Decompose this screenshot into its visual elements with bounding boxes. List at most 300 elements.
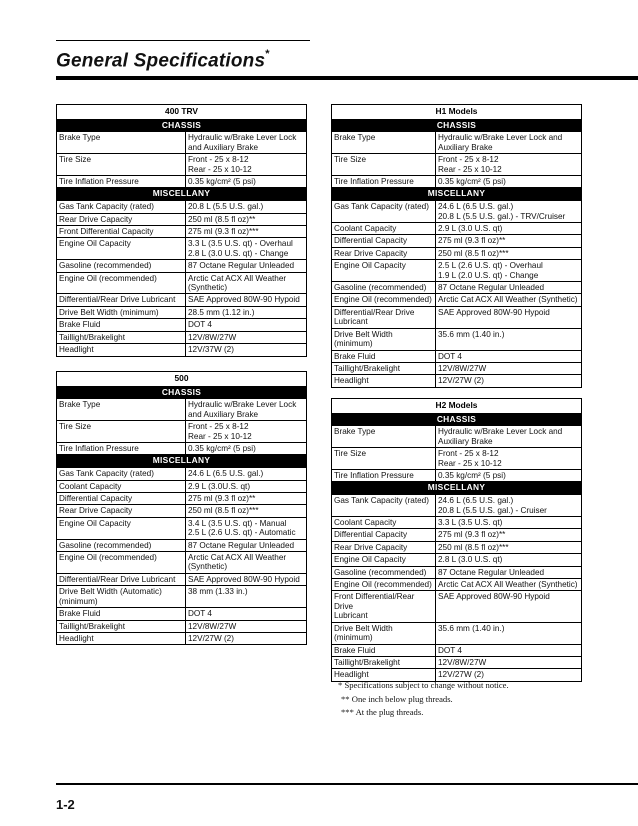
spec-value-text: 20.8 L (5.5 U.S. gal.) - TRV/Cruiser bbox=[438, 211, 566, 221]
spec-label bbox=[332, 529, 436, 541]
spec-label bbox=[57, 154, 186, 176]
spec-label bbox=[57, 319, 186, 331]
spec-value bbox=[436, 495, 582, 517]
spec-label-text: Gas Tank Capacity (rated) bbox=[334, 496, 429, 506]
table-row bbox=[57, 201, 307, 213]
spec-label-text: Engine Oil (recommended) bbox=[334, 295, 432, 305]
spec-value-text: Auxiliary Brake bbox=[438, 142, 493, 152]
spec-value-text: 275 ml (9.3 fl oz)** bbox=[438, 530, 506, 540]
spec-value bbox=[186, 608, 307, 620]
spec-value bbox=[186, 213, 307, 225]
spec-value-text: 250 ml (8.5 fl oz)*** bbox=[188, 506, 259, 516]
spec-label-text: Taillight/Brakelight bbox=[334, 657, 400, 667]
spec-value-text: 2.5 L (2.6 U.S. qt) - Overhaul bbox=[438, 261, 543, 271]
spec-label bbox=[332, 591, 436, 622]
section-heading-chassis: CHASSIS bbox=[57, 386, 307, 399]
spec-value-text: 12V/27W (2) bbox=[438, 670, 484, 680]
spec-label-text: Coolant Capacity bbox=[59, 481, 122, 491]
spec-label bbox=[332, 426, 436, 448]
spec-label-text: Headlight bbox=[59, 633, 94, 643]
spec-value-text: Front - 25 x 8-12 bbox=[188, 155, 249, 165]
model-heading: H1 Models bbox=[332, 105, 582, 120]
section-heading-chassis-row bbox=[57, 386, 307, 399]
spec-value-text: 0.35 kg/cm² (5 psi) bbox=[188, 444, 256, 453]
spec-label bbox=[332, 176, 436, 188]
table-row bbox=[57, 272, 307, 294]
spec-label bbox=[57, 480, 186, 492]
table-row bbox=[57, 608, 307, 620]
spec-value-text: and Auxiliary Brake bbox=[188, 142, 259, 152]
spec-value bbox=[186, 632, 307, 644]
bottom-rule bbox=[56, 783, 638, 785]
spec-label-text: Rear Drive Capacity bbox=[334, 248, 408, 258]
spec-value-text: 0.35 kg/cm² (5 psi) bbox=[188, 177, 256, 186]
table-row bbox=[57, 399, 307, 421]
table-row bbox=[57, 154, 307, 176]
spec-label-text: Gas Tank Capacity (rated) bbox=[334, 202, 429, 212]
section-heading-chassis: CHASSIS bbox=[57, 119, 307, 132]
spec-value-text: DOT 4 bbox=[188, 609, 212, 619]
spec-value bbox=[186, 573, 307, 585]
spec-label-text: Tire Inflation Pressure bbox=[334, 471, 414, 480]
spec-value bbox=[436, 235, 582, 247]
spec-label bbox=[57, 505, 186, 517]
spec-value-text: DOT 4 bbox=[438, 645, 462, 655]
spec-label-text: Engine Oil Capacity bbox=[334, 555, 406, 565]
spec-label bbox=[332, 622, 436, 644]
spec-label bbox=[57, 552, 186, 574]
spec-label bbox=[332, 375, 436, 387]
section-heading-miscellany-row bbox=[57, 455, 307, 468]
spec-value bbox=[436, 306, 582, 328]
table-row bbox=[332, 201, 582, 223]
spec-label bbox=[332, 644, 436, 656]
spec-label bbox=[332, 470, 436, 482]
table-row bbox=[57, 492, 307, 504]
spec-table-400trv bbox=[56, 104, 307, 357]
spec-value-text: Auxiliary Brake bbox=[438, 436, 493, 446]
table-row bbox=[332, 350, 582, 362]
spec-label-text: Lubricant bbox=[334, 317, 368, 327]
spec-value bbox=[186, 539, 307, 551]
spec-value bbox=[186, 421, 307, 443]
table-row bbox=[57, 225, 307, 237]
spec-label bbox=[57, 421, 186, 443]
spec-label bbox=[57, 294, 186, 306]
spec-value-text: (Synthetic) bbox=[188, 283, 228, 293]
spec-value bbox=[186, 306, 307, 318]
model-heading-row bbox=[332, 105, 582, 120]
spec-label bbox=[57, 331, 186, 343]
spec-value bbox=[186, 552, 307, 574]
spec-value-text: 2.5 L (2.6 U.S. qt) - Automatic bbox=[188, 528, 296, 538]
spec-label-text: Lubricant bbox=[334, 611, 368, 621]
spec-label-text: Gas Tank Capacity (rated) bbox=[59, 469, 154, 479]
spec-label bbox=[57, 176, 186, 188]
spec-label-text: Brake Type bbox=[59, 400, 101, 410]
spec-label bbox=[57, 539, 186, 551]
table-row bbox=[57, 319, 307, 331]
spec-value-text: DOT 4 bbox=[188, 320, 212, 330]
spec-table-500 bbox=[56, 371, 307, 645]
spec-label-text: Rear Drive Capacity bbox=[59, 214, 133, 224]
spec-value bbox=[186, 480, 307, 492]
spec-label bbox=[332, 222, 436, 234]
spec-label bbox=[57, 213, 186, 225]
spec-value-text: 28.5 mm (1.12 in.) bbox=[188, 307, 255, 317]
spec-label bbox=[57, 399, 186, 421]
spec-label-text: Differential/Rear Drive Lubricant bbox=[59, 574, 176, 584]
table-row bbox=[332, 426, 582, 448]
spec-value-text: 250 ml (8.5 fl oz)*** bbox=[438, 542, 509, 552]
spec-value-text: and Auxiliary Brake bbox=[188, 409, 259, 419]
spec-value bbox=[436, 375, 582, 387]
spec-value-text: 2.9 L (3.0 U.S. qt) bbox=[438, 223, 503, 233]
section-heading-chassis-row bbox=[57, 119, 307, 132]
spec-value-text: Hydraulic w/Brake Lever Lock and bbox=[438, 427, 563, 437]
table-row bbox=[57, 620, 307, 632]
spec-label bbox=[332, 235, 436, 247]
spec-value bbox=[436, 470, 582, 482]
title-footnote-mark: * bbox=[265, 48, 270, 60]
spec-label-text: Headlight bbox=[334, 376, 369, 386]
table-row bbox=[57, 443, 307, 455]
spec-value bbox=[186, 238, 307, 260]
footnote-3: *** At the plug threads. bbox=[341, 707, 424, 717]
spec-value-text: 1.9 L (2.0 U.S. qt) - Change bbox=[438, 270, 539, 280]
spec-label-text: Tire Inflation Pressure bbox=[59, 177, 139, 186]
spec-value-text: 24.6 L (6.5 U.S. gal.) bbox=[438, 496, 514, 506]
page-title bbox=[56, 50, 270, 72]
spec-value bbox=[186, 272, 307, 294]
spec-label-text: Tire Size bbox=[59, 155, 91, 165]
spec-value-text: 3.4 L (3.5 U.S. qt) - Manual bbox=[188, 518, 287, 528]
table-row bbox=[332, 448, 582, 470]
spec-value bbox=[436, 529, 582, 541]
spec-label bbox=[57, 517, 186, 539]
spec-value-text: 12V/8W/27W bbox=[438, 657, 487, 667]
table-row bbox=[57, 539, 307, 551]
spec-value-text: 12V/8W/27W bbox=[188, 332, 237, 342]
spec-label bbox=[332, 260, 436, 282]
section-heading-chassis: CHASSIS bbox=[332, 119, 582, 132]
spec-label-text: Tire Size bbox=[334, 449, 366, 459]
spec-label-text: Differential/Rear Drive bbox=[334, 307, 415, 317]
spec-label-text: Drive Belt Width (minimum) bbox=[59, 307, 159, 317]
spec-value-text: 12V/8W/27W bbox=[438, 363, 487, 373]
spec-value bbox=[436, 350, 582, 362]
spec-label-text: Rear Drive Capacity bbox=[334, 542, 408, 552]
spec-value bbox=[436, 591, 582, 622]
spec-value bbox=[436, 426, 582, 448]
spec-label-text: Engine Oil Capacity bbox=[59, 239, 131, 249]
table-row bbox=[332, 622, 582, 644]
table-row bbox=[332, 328, 582, 350]
spec-label bbox=[57, 443, 186, 455]
spec-value bbox=[186, 294, 307, 306]
spec-value-text: 12V/8W/27W bbox=[188, 621, 237, 631]
footnotes bbox=[338, 679, 509, 720]
spec-label-text: Differential/Rear Drive Lubricant bbox=[59, 295, 176, 305]
spec-value-text: 12V/27W (2) bbox=[188, 633, 234, 643]
spec-label-text: Tire Size bbox=[59, 422, 91, 432]
spec-label-text: Headlight bbox=[59, 345, 94, 355]
spec-value-text: 3.3 L (3.5 U.S. qt) bbox=[438, 517, 503, 527]
spec-value-text: Arctic Cat ACX All Weather bbox=[188, 553, 287, 563]
spec-value-text: 35.6 mm (1.40 in.) bbox=[438, 329, 505, 339]
table-row bbox=[332, 294, 582, 306]
spec-value-text: (Synthetic) bbox=[188, 562, 228, 572]
spec-value-text: 2.9 L (3.0U.S. qt) bbox=[188, 481, 251, 491]
spec-value-text: 12V/37W (2) bbox=[188, 345, 234, 355]
spec-label-text: Brake Type bbox=[334, 427, 376, 437]
spec-label bbox=[57, 620, 186, 632]
spec-value bbox=[186, 260, 307, 272]
spec-value bbox=[186, 331, 307, 343]
spec-value bbox=[186, 132, 307, 154]
spec-value bbox=[186, 201, 307, 213]
spec-label-text: Headlight bbox=[334, 670, 369, 680]
spec-label-text: Gasoline (recommended) bbox=[59, 540, 152, 550]
spec-value-text: SAE Approved 80W-90 Hypoid bbox=[438, 307, 550, 317]
spec-value-text: 87 Octane Regular Unleaded bbox=[438, 567, 545, 577]
table-row bbox=[57, 505, 307, 517]
spec-label-text: Brake Fluid bbox=[59, 320, 101, 330]
spec-value-text: 3.3 L (3.5 U.S. qt) - Overhaul bbox=[188, 239, 293, 249]
spec-label-text: Taillight/Brakelight bbox=[59, 332, 125, 342]
spec-value bbox=[436, 132, 582, 154]
table-row bbox=[332, 470, 582, 482]
spec-value-text: 0.35 kg/cm² (5 psi) bbox=[438, 471, 506, 480]
table-row bbox=[57, 586, 307, 608]
spec-value-text: Arctic Cat ACX All Weather (Synthetic) bbox=[438, 295, 578, 305]
spec-label bbox=[332, 294, 436, 306]
spec-label-text: Drive Belt Width (Automatic) bbox=[59, 587, 162, 597]
spec-value-text: 38 mm (1.33 in.) bbox=[188, 587, 248, 597]
spec-value-text: Arctic Cat ACX All Weather (Synthetic) bbox=[438, 580, 578, 590]
spec-value-text: Hydraulic w/Brake Lever Lock and bbox=[438, 133, 563, 143]
spec-label-text: Gasoline (recommended) bbox=[334, 283, 427, 293]
spec-label bbox=[57, 201, 186, 213]
spec-label-text: Taillight/Brakelight bbox=[59, 621, 125, 631]
spec-value bbox=[186, 344, 307, 356]
spec-value bbox=[186, 586, 307, 608]
table-row bbox=[332, 656, 582, 668]
section-heading-miscellany: MISCELLANY bbox=[332, 482, 582, 495]
spec-value bbox=[436, 294, 582, 306]
spec-label bbox=[332, 541, 436, 553]
section-heading-chassis: CHASSIS bbox=[332, 413, 582, 426]
table-row bbox=[57, 344, 307, 356]
spec-label-text: Tire Inflation Pressure bbox=[59, 444, 139, 453]
section-heading-miscellany: MISCELLANY bbox=[57, 455, 307, 468]
spec-label-text: Gasoline (recommended) bbox=[334, 567, 427, 577]
table-row bbox=[332, 579, 582, 591]
spec-value bbox=[436, 566, 582, 578]
spec-label-text: Brake Type bbox=[59, 133, 101, 143]
spec-value bbox=[186, 176, 307, 188]
model-heading: 400 TRV bbox=[57, 105, 307, 120]
table-row bbox=[57, 552, 307, 574]
spec-value-text: 20.8 L (5.5 U.S. gal.) bbox=[188, 202, 264, 212]
table-row bbox=[332, 247, 582, 259]
spec-value-text: 2.8 L (3.0 U.S. qt) - Change bbox=[188, 248, 289, 258]
spec-label bbox=[57, 586, 186, 608]
spec-label bbox=[57, 632, 186, 644]
table-row bbox=[332, 306, 582, 328]
spec-value-text: 24.6 L (6.5 U.S. gal.) bbox=[188, 469, 264, 479]
footnote-2: ** One inch below plug threads. bbox=[341, 693, 453, 704]
spec-label-text: Gasoline (recommended) bbox=[59, 261, 152, 271]
model-heading-row bbox=[57, 372, 307, 387]
spec-value bbox=[436, 362, 582, 374]
spec-label bbox=[332, 566, 436, 578]
spec-value bbox=[436, 260, 582, 282]
spec-value bbox=[186, 468, 307, 480]
spec-value-text: 250 ml (8.5 fl oz)** bbox=[188, 214, 256, 224]
spec-label bbox=[57, 344, 186, 356]
spec-label bbox=[332, 495, 436, 517]
spec-value bbox=[436, 656, 582, 668]
spec-table-h1 bbox=[331, 104, 582, 388]
table-row bbox=[332, 154, 582, 176]
spec-value bbox=[436, 201, 582, 223]
table-row bbox=[57, 632, 307, 644]
spec-value-text: 87 Octane Regular Unleaded bbox=[438, 283, 545, 293]
table-row bbox=[57, 331, 307, 343]
spec-label-text: Engine Oil (recommended) bbox=[59, 273, 157, 283]
spec-label bbox=[57, 468, 186, 480]
spec-label-text: Brake Fluid bbox=[59, 609, 101, 619]
spec-value-text: Front - 25 x 8-12 bbox=[438, 449, 499, 459]
spec-label-text: Tire Size bbox=[334, 155, 366, 165]
spec-value bbox=[436, 622, 582, 644]
spec-value bbox=[186, 620, 307, 632]
spec-label bbox=[57, 492, 186, 504]
page-title-text: General Specifications bbox=[56, 50, 266, 72]
spec-value bbox=[436, 176, 582, 188]
table-row bbox=[57, 517, 307, 539]
spec-label bbox=[332, 154, 436, 176]
spec-label bbox=[332, 579, 436, 591]
spec-label-text: Rear Drive Capacity bbox=[59, 506, 133, 516]
table-row bbox=[332, 554, 582, 566]
spec-value bbox=[186, 492, 307, 504]
spec-value bbox=[186, 225, 307, 237]
spec-label-text: Coolant Capacity bbox=[334, 223, 397, 233]
spec-value bbox=[436, 579, 582, 591]
model-heading: H2 Models bbox=[332, 399, 582, 414]
spec-label bbox=[332, 554, 436, 566]
table-row bbox=[332, 176, 582, 188]
spec-label-text: Brake Type bbox=[334, 133, 376, 143]
spec-label-text: Engine Oil Capacity bbox=[334, 261, 406, 271]
spec-label-text: Gas Tank Capacity (rated) bbox=[59, 202, 154, 212]
spec-value bbox=[436, 644, 582, 656]
spec-label bbox=[332, 306, 436, 328]
spec-value bbox=[436, 154, 582, 176]
spec-value-text: SAE Approved 80W-90 Hypoid bbox=[438, 592, 550, 602]
spec-value-text: 87 Octane Regular Unleaded bbox=[188, 540, 295, 550]
spec-label bbox=[332, 201, 436, 223]
table-row bbox=[332, 495, 582, 517]
section-heading-miscellany-row bbox=[332, 482, 582, 495]
spec-value-text: 20.8 L (5.5 U.S. gal.) - Cruiser bbox=[438, 505, 547, 515]
spec-label-text: Engine Oil Capacity bbox=[59, 518, 131, 528]
spec-label bbox=[332, 516, 436, 528]
spec-label-text: (minimum) bbox=[59, 596, 98, 606]
spec-value-text: 0.35 kg/cm² (5 psi) bbox=[438, 177, 506, 186]
spec-value-text: DOT 4 bbox=[438, 351, 462, 361]
spec-value bbox=[436, 282, 582, 294]
spec-value bbox=[436, 222, 582, 234]
spec-label-text: Coolant Capacity bbox=[334, 517, 397, 527]
section-heading-chassis-row bbox=[332, 413, 582, 426]
section-heading-miscellany-row bbox=[332, 188, 582, 201]
table-row bbox=[57, 306, 307, 318]
spec-value bbox=[186, 517, 307, 539]
section-heading-chassis-row bbox=[332, 119, 582, 132]
spec-value bbox=[186, 154, 307, 176]
spec-label bbox=[332, 132, 436, 154]
spec-label bbox=[332, 362, 436, 374]
spec-value bbox=[186, 399, 307, 421]
table-row bbox=[332, 235, 582, 247]
spec-label bbox=[57, 272, 186, 294]
spec-label bbox=[57, 132, 186, 154]
spec-value-text: Front - 25 x 8-12 bbox=[188, 422, 249, 432]
spec-value-text: 24.6 L (6.5 U.S. gal.) bbox=[438, 202, 514, 212]
spec-value-text: SAE Approved 80W-90 Hypoid bbox=[188, 295, 300, 305]
spec-table-h2 bbox=[331, 398, 582, 682]
spec-value bbox=[436, 448, 582, 470]
table-row bbox=[332, 222, 582, 234]
table-row bbox=[332, 566, 582, 578]
spec-label-text: Drive Belt Width (minimum) bbox=[334, 329, 393, 349]
table-row bbox=[332, 541, 582, 553]
spec-value-text: Rear - 25 x 10-12 bbox=[438, 458, 502, 468]
spec-label-text: Front Differential Capacity bbox=[59, 226, 154, 236]
spec-value-text: Hydraulic w/Brake Lever Lock bbox=[188, 133, 297, 143]
table-row bbox=[57, 213, 307, 225]
table-row bbox=[57, 421, 307, 443]
spec-label bbox=[332, 247, 436, 259]
title-rule bbox=[56, 76, 638, 80]
table-row bbox=[57, 573, 307, 585]
table-row bbox=[332, 282, 582, 294]
table-row bbox=[332, 529, 582, 541]
table-row bbox=[332, 132, 582, 154]
model-heading-row bbox=[332, 399, 582, 414]
spec-value-text: Arctic Cat ACX All Weather bbox=[188, 273, 287, 283]
spec-value-text: 275 ml (9.3 fl oz)*** bbox=[188, 226, 259, 236]
spec-label-text: Differential Capacity bbox=[59, 493, 133, 503]
spec-label-text: Taillight/Brakelight bbox=[334, 363, 400, 373]
table-row bbox=[57, 176, 307, 188]
spec-value-text: Rear - 25 x 10-12 bbox=[188, 431, 252, 441]
spec-value bbox=[186, 319, 307, 331]
section-heading-miscellany: MISCELLANY bbox=[332, 188, 582, 201]
spec-value bbox=[436, 328, 582, 350]
spec-label-text: Front Differential/Rear Drive bbox=[334, 592, 415, 611]
spec-value-text: 275 ml (9.3 fl oz)** bbox=[188, 493, 256, 503]
spec-value-text: Rear - 25 x 10-12 bbox=[188, 164, 252, 174]
spec-value bbox=[436, 516, 582, 528]
table-row bbox=[57, 238, 307, 260]
spec-label bbox=[332, 448, 436, 470]
spec-value bbox=[436, 247, 582, 259]
spec-label-text: Tire Inflation Pressure bbox=[334, 177, 414, 186]
